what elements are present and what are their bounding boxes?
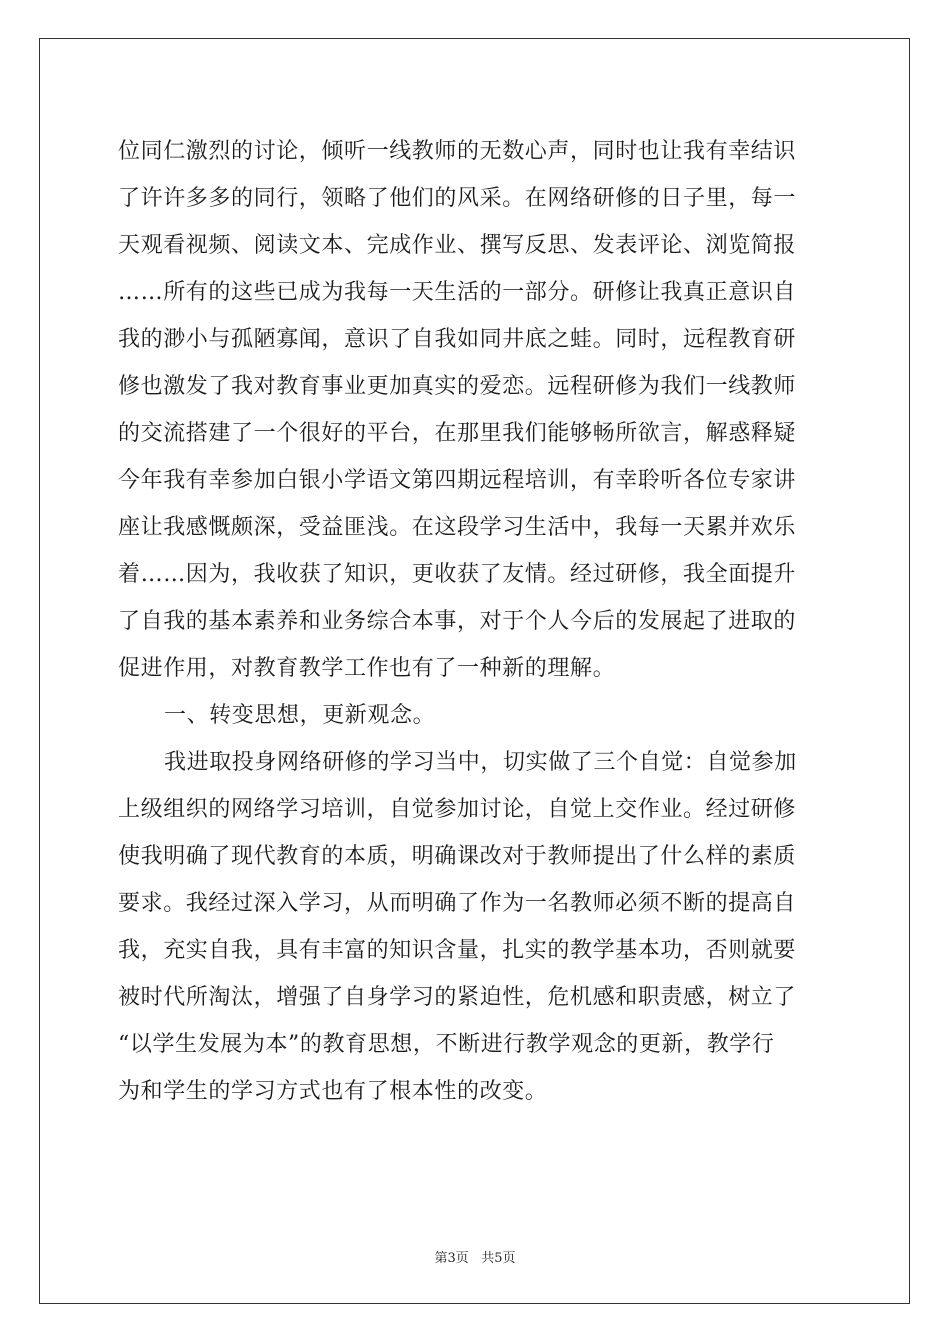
text-line: 要求。我经过深入学习，从而明确了作为一名教师必须不断的提高自 <box>118 891 797 916</box>
text-line: 促进作用，对教育教学工作也有了一种新的理解。 <box>118 656 616 681</box>
text-line: 座让我感慨颇深，受益匪浅。在这段学习生活中，我每一天累并欢乐 <box>118 515 797 540</box>
text-line: ……所有的这些已成为我每一天生活的一部分。研修让我真正意识自 <box>118 280 797 305</box>
text-line: 了自我的基本素养和业务综合本事，对于个人今后的发展起了进取的 <box>118 609 797 634</box>
document-body <box>118 128 840 1115</box>
text-line: 今年我有幸参加白银小学语文第四期远程培训，有幸聆听各位专家讲 <box>118 468 797 493</box>
text-line: 上级组织的网络学习培训，自觉参加讨论，自觉上交作业。经过研修 <box>118 797 797 822</box>
text-line: 天观看视频、阅读文本、完成作业、撰写反思、发表评论、浏览简报 <box>118 233 797 258</box>
page-footer <box>0 1247 950 1266</box>
section-heading: 一、转变思想，更新观念。 <box>164 703 436 728</box>
text-line: 被时代所淘汰，增强了自身学习的紧迫性，危机感和职责感，树立了 <box>118 985 797 1010</box>
paragraph-2 <box>118 739 840 1115</box>
text-line: 我进取投身网络研修的学习当中，切实做了三个自觉：自觉参加 <box>164 750 797 775</box>
text-line: 修也激发了我对教育事业更加真实的爱恋。远程研修为我们一线教师 <box>118 374 797 399</box>
text-line: 的交流搭建了一个很好的平台，在那里我们能够畅所欲言，解惑释疑 <box>118 421 797 446</box>
page-total: 共5页 <box>481 1251 516 1266</box>
text-line: “以学生发展为本”的教育思想，不断进行教学观念的更新，教学行 <box>118 1032 775 1057</box>
text-line: 我的渺小与孤陋寡闻，意识了自我如同井底之蛙。同时，远程教育研 <box>118 327 797 352</box>
text-line: 了许许多多的同行，领略了他们的风采。在网络研修的日子里，每一 <box>118 186 797 211</box>
paragraph-1 <box>118 128 840 692</box>
text-line: 使我明确了现代教育的本质，明确课改对于教师提出了什么样的素质 <box>118 844 797 869</box>
text-line: 着……因为，我收获了知识，更收获了友情。经过研修，我全面提升 <box>118 562 797 587</box>
text-line: 为和学生的学习方式也有了根本性的改变。 <box>118 1079 548 1104</box>
text-line: 我，充实自我，具有丰富的知识含量，扎实的教学基本功，否则就要 <box>118 938 797 963</box>
text-line: 位同仁激烈的讨论，倾听一线教师的无数心声，同时也让我有幸结识 <box>118 139 797 164</box>
page-number: 第3页 <box>434 1251 469 1266</box>
